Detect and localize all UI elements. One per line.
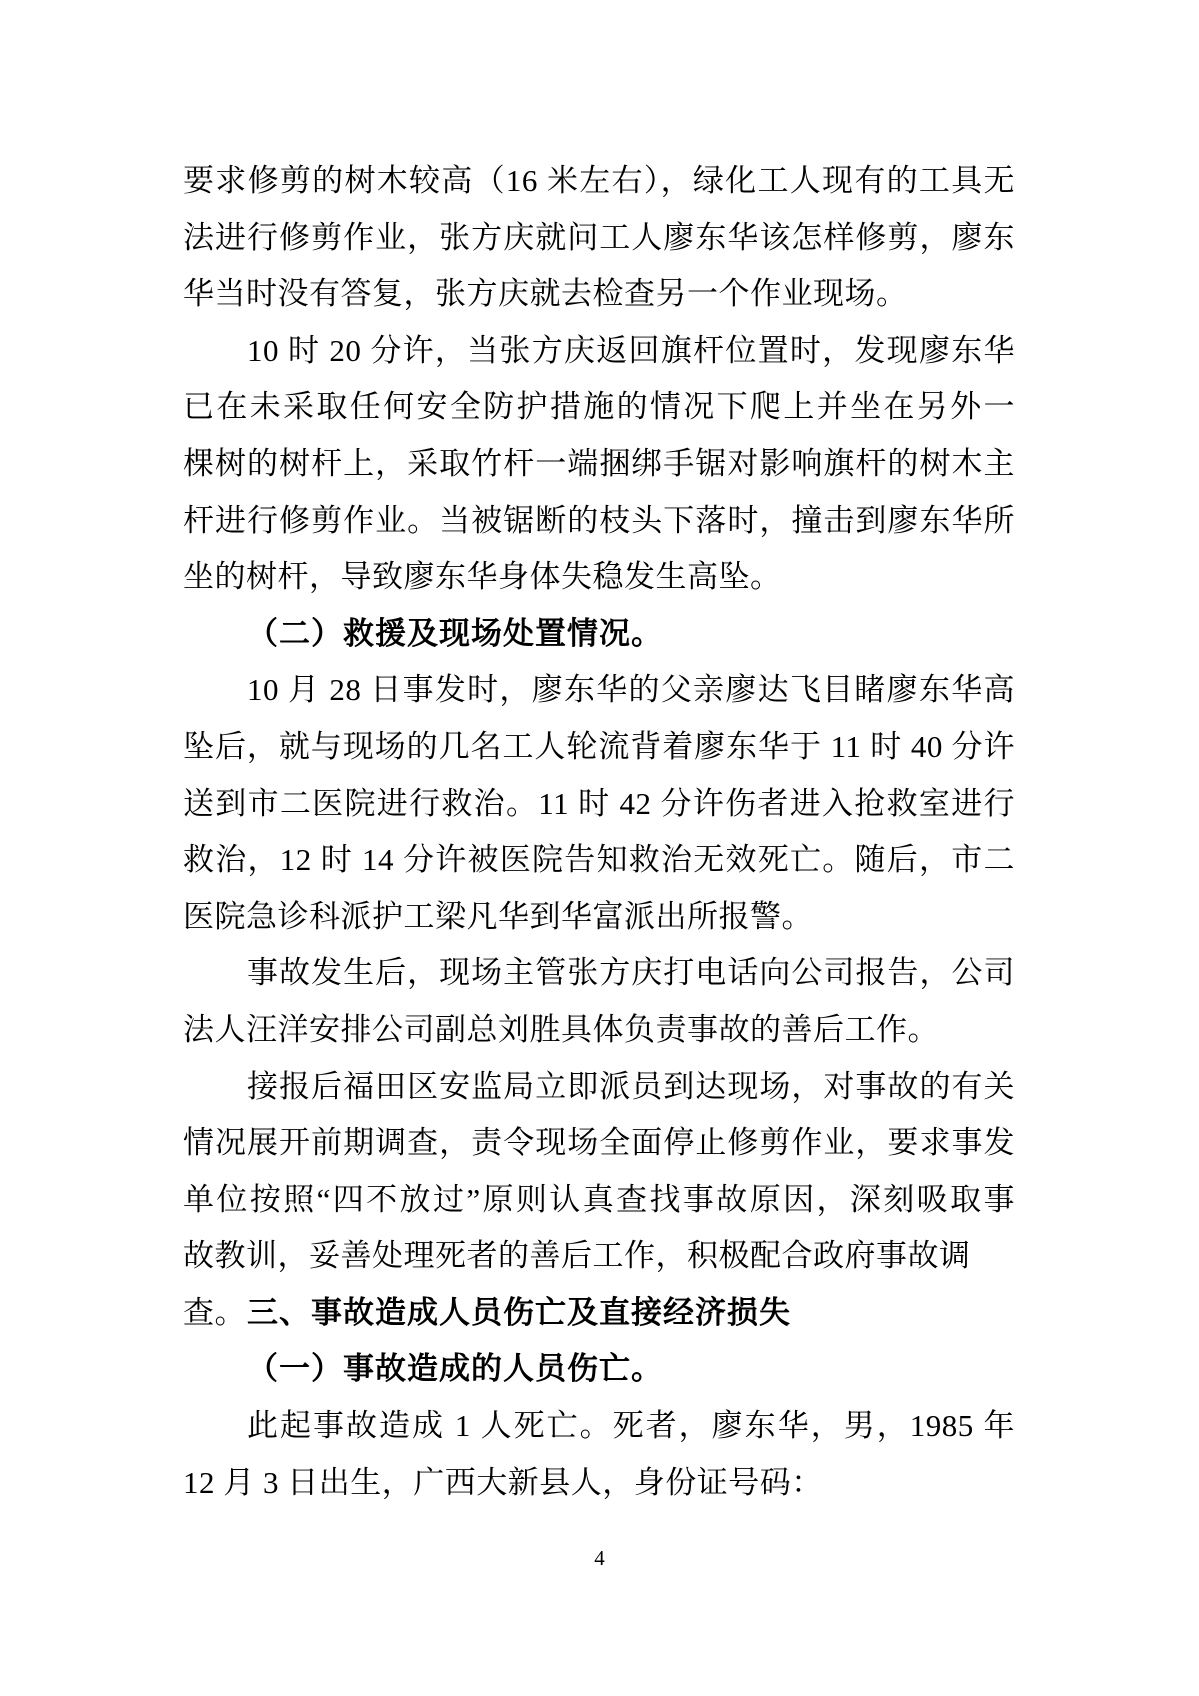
heading-line: （一）事故造成的人员伤亡。 [247,1351,663,1387]
text-line: 坠后，就与现场的几名工人轮流背着廖东华于 11 时 40 分许 [183,728,1015,764]
text-line: 10 月 28 日事发时，廖东华的父亲廖达飞目睹廖东华高 [247,672,1015,708]
text-line: 此起事故造成 1 人死亡。死者，廖东华，男，1985 年 [247,1408,1015,1444]
text-line: 故教训，妥善处理死者的善后工作，积极配合政府事故调查。 [183,1238,971,1330]
text-line: 10 时 20 分许，当张方庆返回旗杆位置时，发现廖东华 [247,332,1015,368]
text-line: 单位按照“四不放过”原则认真查找事故原因，深刻吸取事 [183,1181,1015,1217]
text-line: 救治，12 时 14 分许被医院告知救治无效死亡。随后，市二 [183,842,1015,878]
text-line: 要求修剪的树木较高（16 米左右），绿化工人现有的工具无 [183,163,1015,198]
text-line: 已在未采取任何安全防护措施的情况下爬上并坐在另外一 [183,389,1015,425]
text-line: 杆进行修剪作业。当被锯断的枝头下落时，撞击到廖东华所 [183,502,1015,538]
document-body [183,153,1015,1511]
heading-line: （二）救援及现场处置情况。 [247,615,663,651]
page-number: 4 [594,1546,605,1570]
text-line: 情况展开前期调查，责令现场全面停止修剪作业，要求事发 [183,1125,1015,1161]
text-line: 事故发生后，现场主管张方庆打电话向公司报告，公司 [247,955,1015,991]
text-line: 接报后福田区安监局立即派员到达现场，对事故的有关 [247,1068,1015,1104]
text-line: 12 月 3 日出生，广西大新县人，身份证号码： [183,1464,823,1500]
text-line: 送到市二医院进行救治。11 时 42 分许伤者进入抢救室进行 [183,785,1015,821]
text-line: 华当时没有答复，张方庆就去检查另一个作业现场。 [183,276,908,312]
text-line: 坐的树杆，导致廖东华身体失稳发生高坠。 [183,559,782,595]
text-line: 法进行修剪作业，张方庆就问工人廖东华该怎样修剪，廖东 [183,219,1015,255]
heading-line: 三、事故造成人员伤亡及直接经济损失 [247,1294,791,1330]
text-line: 医院急诊科派护工梁凡华到华富派出所报警。 [183,898,813,934]
text-line: 棵树的树杆上，采取竹杆一端捆绑手锯对影响旗杆的树木主 [183,445,1015,481]
text-line: 法人汪洋安排公司副总刘胜具体负责事故的善后工作。 [183,1011,939,1047]
